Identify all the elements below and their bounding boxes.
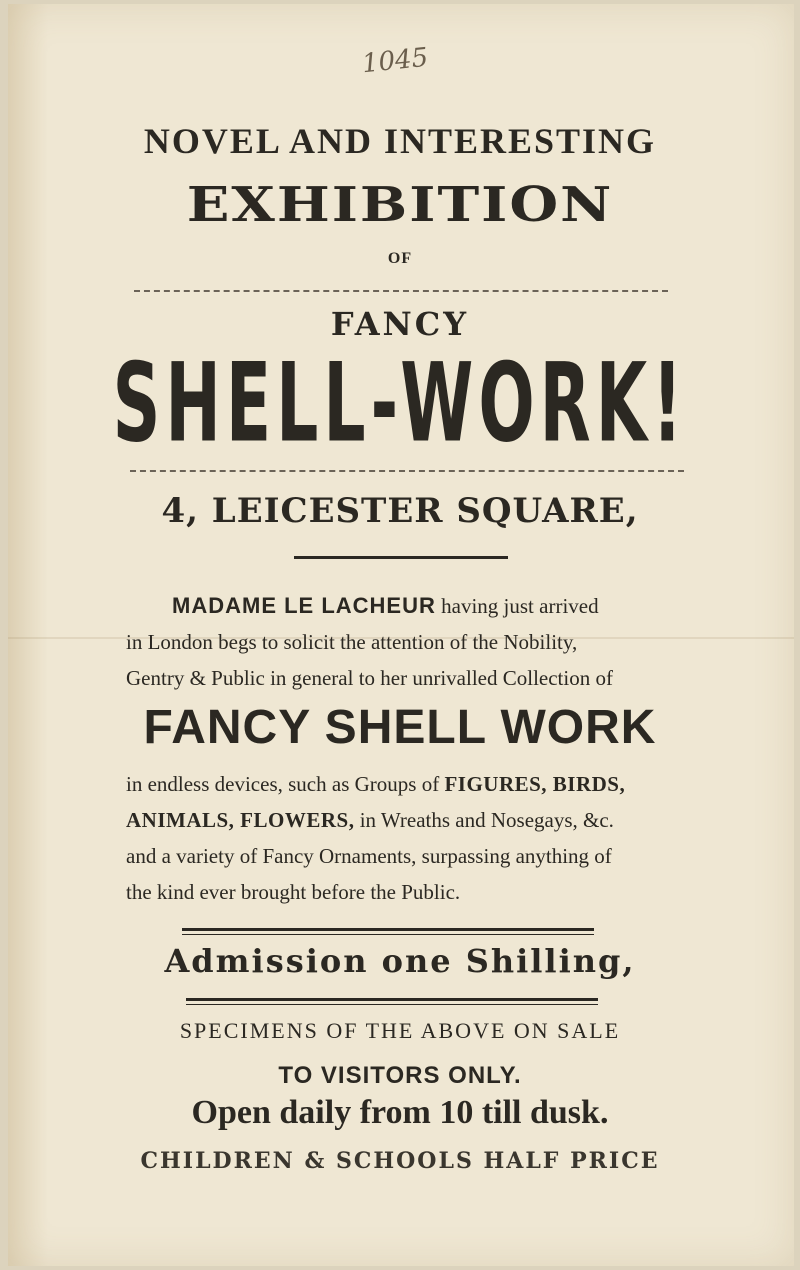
description-paragraph bbox=[126, 766, 686, 910]
heading-novel: NOVEL AND INTERESTING bbox=[143, 121, 657, 161]
handwritten-annotation: 1045 bbox=[360, 42, 430, 80]
divider-double-top bbox=[182, 928, 594, 931]
opening-hours: Open daily from 10 till dusk. bbox=[191, 1094, 609, 1131]
specimens-on-sale: SPECIMENS OF THE ABOVE ON SALE bbox=[179, 1018, 621, 1043]
divider-short-rule bbox=[294, 556, 508, 559]
intro-line1: having just arrived bbox=[441, 594, 599, 618]
description-line2-text: in Wreaths and Nosegays, &c. bbox=[359, 808, 614, 832]
address-leicester-square: 4, LEICESTER SQUARE, bbox=[161, 491, 639, 531]
description-line4: the kind ever brought before the Public. bbox=[126, 880, 461, 904]
description-line1-text: in endless devices, such as Groups of bbox=[126, 772, 440, 796]
heading-fancy: FANCY bbox=[330, 305, 470, 343]
divider-double-bottom bbox=[186, 998, 598, 1001]
feature-fancy-shell-work: FANCY SHELL WORK bbox=[143, 701, 657, 754]
headline-shell-work: SHELL-WORK! bbox=[112, 340, 688, 467]
description-line1-caps: FIGURES, BIRDS, bbox=[444, 772, 626, 796]
intro-line3: Gentry & Public in general to her unrivalled Collection of bbox=[126, 666, 613, 690]
divider-dotted-1 bbox=[134, 290, 668, 292]
intro-line2: in London begs to solicit the attention of the Nobility, bbox=[126, 630, 578, 654]
admission-price: Admission one Shilling, bbox=[164, 942, 636, 980]
description-line3: and a variety of Fancy Ornaments, surpassing anything of bbox=[126, 844, 612, 868]
intro-paragraph bbox=[126, 588, 686, 696]
divider-dotted-2 bbox=[130, 470, 684, 472]
heading-exhibition: EXHIBITION bbox=[186, 176, 614, 234]
children-half-price: CHILDREN & SCHOOLS HALF PRICE bbox=[140, 1148, 660, 1174]
to-visitors-only: TO VISITORS ONLY. bbox=[278, 1062, 522, 1089]
proprietor-name: MADAME LE LACHEUR bbox=[172, 593, 436, 618]
heading-of: OF bbox=[387, 250, 413, 267]
description-line2-caps: ANIMALS, FLOWERS, bbox=[126, 808, 355, 832]
